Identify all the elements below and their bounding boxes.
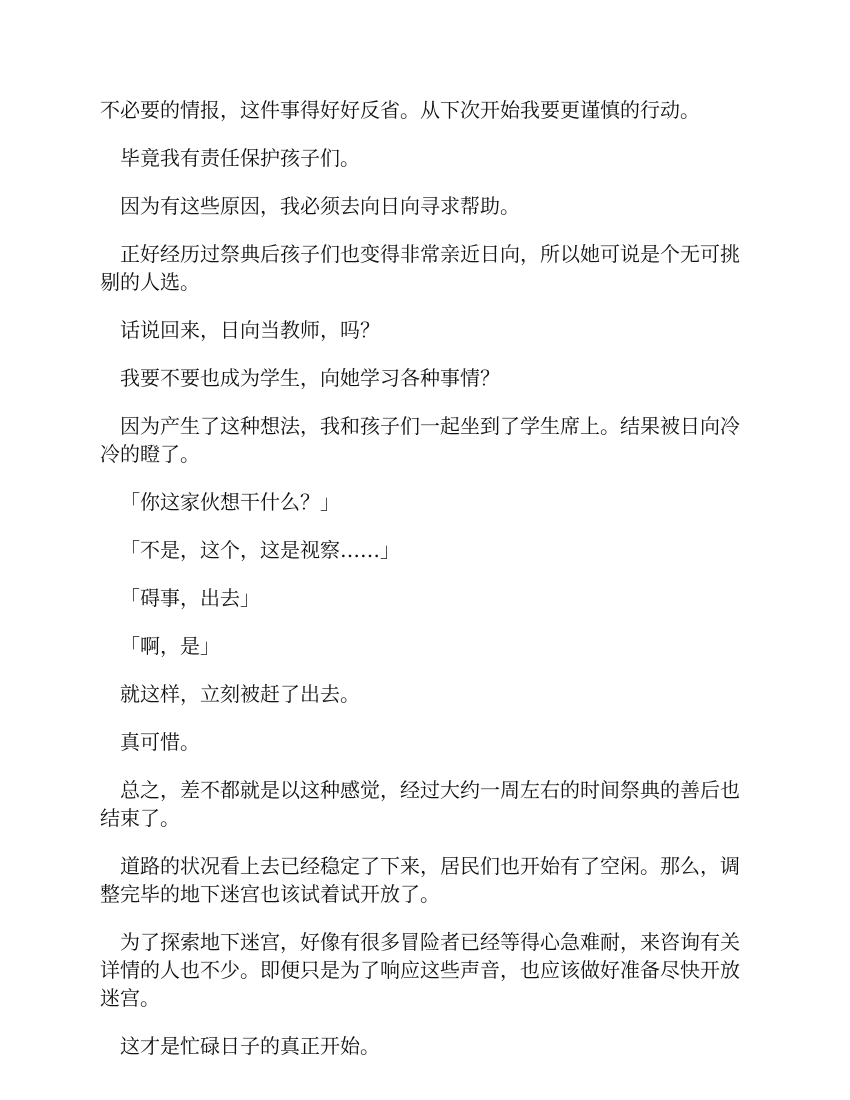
paragraph: 这才是忙碌日子的真正开始。 (120, 1034, 380, 1058)
paragraph: 因为有这些原因，我必须去向日向寻求帮助。 (120, 194, 520, 218)
paragraph: 正好经历过祭典后孩子们也变得非常亲近日向，所以她可说是个无可挑剔的人选。 (100, 242, 740, 294)
dialogue-line: 「碍事，出去」 (120, 586, 260, 610)
paragraph: 我要不要也成为学生，向她学习各种事情？ (120, 366, 500, 390)
paragraph: 真可惜。 (120, 730, 200, 754)
paragraph: 就这样，立刻被赶了出去。 (120, 682, 360, 706)
dialogue-line: 「啊，是」 (120, 634, 220, 658)
paragraph: 因为产生了这种想法，我和孩子们一起坐到了学生席上。结果被日向冷冷的瞪了。 (100, 414, 740, 466)
paragraph: 毕竟我有责任保护孩子们。 (120, 146, 360, 170)
paragraph: 不必要的情报，这件事得好好反省。从下次开始我要更谨慎的行动。 (100, 98, 700, 122)
paragraph: 为了探索地下迷宫，好像有很多冒险者已经等得心急难耐，来咨询有关详情的人也不少。即便只是为了响应这些声音，也应该做好准备尽快开放迷宫。 (100, 930, 740, 1010)
dialogue-line: 「不是，这个，这是视察……」 (120, 538, 400, 562)
dialogue-line: 「你这家伙想干什么？」 (120, 490, 340, 514)
paragraph: 总之，差不都就是以这种感觉，经过大约一周左右的时间祭典的善后也结束了。 (100, 778, 740, 830)
paragraph: 话说回来，日向当教师，吗？ (120, 318, 380, 342)
paragraph: 道路的状况看上去已经稳定了下来，居民们也开始有了空闲。那么，调整完毕的地下迷宫也该试着试开放了。 (100, 854, 740, 906)
